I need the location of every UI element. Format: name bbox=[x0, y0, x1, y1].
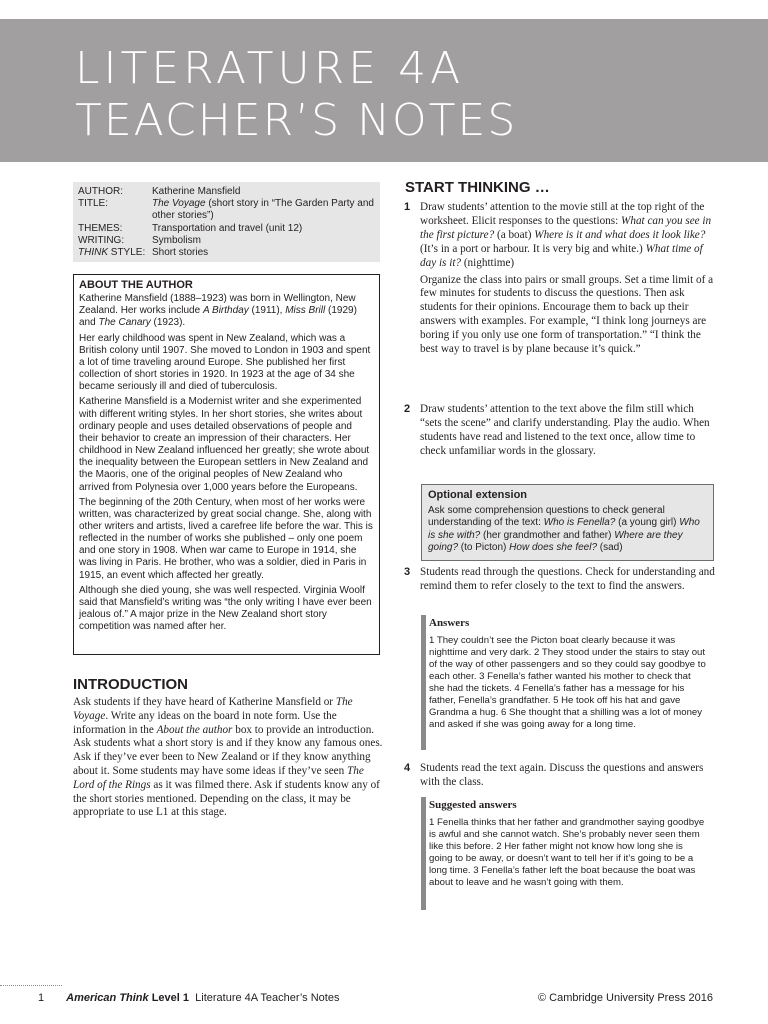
answers-box bbox=[421, 615, 706, 750]
text-run: . Write any ideas on the board in note form. Use the information in the bbox=[73, 709, 337, 736]
step-paragraph: Organize the class into pairs or small groups. Set a time limit of a few minutes for students to discuss the questions. Then ask students for their opinions. Encourage them to back up their answers with examples. For example, “I think long journeys are boring if you only use one form of transportation.” “I think the best way to travel is by plane because it’s quick.” bbox=[420, 273, 714, 356]
step-number: 2 bbox=[404, 403, 411, 415]
question: Who is she with? bbox=[428, 517, 700, 541]
page-number: 1 bbox=[38, 992, 45, 1004]
text-run: (It’s in a port or harbour. It is very big and white.) bbox=[420, 242, 646, 255]
text-run: (1911), bbox=[248, 305, 286, 317]
text-run: (a boat) bbox=[494, 228, 535, 241]
work-title: The Canary bbox=[98, 317, 151, 329]
page-title-line1: LITERATURE 4A bbox=[75, 43, 465, 94]
about-paragraph bbox=[79, 293, 374, 329]
step-paragraph: Students read through the questions. Check for understanding and remind them to refer closely to the text to find the answers. bbox=[420, 566, 715, 592]
question: Who is Fenella? bbox=[543, 517, 616, 529]
introduction-text bbox=[73, 696, 383, 820]
info-key: TITLE: bbox=[78, 198, 109, 210]
step-2 bbox=[404, 403, 716, 459]
think-word: THINK bbox=[78, 247, 108, 259]
style-word: STYLE: bbox=[108, 247, 146, 259]
introduction-heading: INTRODUCTION bbox=[73, 676, 188, 693]
text-run: (nighttime) bbox=[461, 256, 515, 269]
step-4 bbox=[404, 762, 716, 790]
info-key: AUTHOR: bbox=[78, 186, 123, 197]
start-thinking-heading: START THINKING … bbox=[405, 179, 550, 196]
text-run: Katherine Mansfield (1888–1923) was born in Wellington, New Zealand. Her works include bbox=[79, 293, 356, 317]
text-run: box to provide an introduction. Ask students what a short story is and if they know any famous ones. Ask if they’ve ever been to New Zealand or if they know anything about it. Some students may have some ideas if they’ve seen bbox=[73, 723, 383, 777]
info-key: WRITING: bbox=[78, 234, 125, 246]
question: Where is it and what does it look like? bbox=[534, 228, 706, 241]
question: Where are they going? bbox=[428, 529, 683, 553]
text-run: (a young girl) bbox=[615, 517, 680, 529]
about-heading: ABOUT THE AUTHOR bbox=[79, 279, 193, 291]
text-run: Draw students’ attention to the movie still at the top right of the worksheet. Elicit responses to the questions: bbox=[420, 201, 705, 227]
text-run: Ask some comprehension questions to check general understanding of the text: bbox=[428, 505, 665, 529]
text-run: (1929) and bbox=[79, 305, 357, 329]
step-paragraph: Students read the text again. Discuss the questions and answers with the class. bbox=[420, 762, 704, 788]
copyright: © Cambridge University Press 2016 bbox=[537, 992, 713, 1004]
answers-text: 1 They couldn’t see the Picton boat clearly because it was nighttime and very dark. 2 They stood under the stairs to stay out of the way of other passengers and so they could say goodbye to each other. 3 Fenella’s father wanted his mother to check that she had the tickets. 4 Fenella’s father has a message for his father, Fenella’s grandfather. 5 He took off his hat and gave Grandma a hug. 6 She thought that a shilling was a lot of money and asked if she was going away for a long time. bbox=[429, 635, 706, 730]
document-title: Literature 4A Teacher’s Notes bbox=[189, 992, 340, 1004]
about-paragraph: Although she died young, she was well respected. Virginia Woolf said that Mansfield’s writing was “the only writing I have ever been jealous of.” A major prize in the New Zealand short story competition was named after her. bbox=[79, 584, 372, 633]
step-paragraph bbox=[420, 201, 716, 271]
step-3 bbox=[404, 566, 716, 594]
header-band bbox=[0, 19, 768, 162]
info-key: THEMES: bbox=[78, 222, 123, 234]
optional-extension-title: Optional extension bbox=[428, 489, 528, 501]
suggested-answers-box bbox=[421, 797, 708, 910]
info-row-title bbox=[78, 198, 375, 222]
optional-extension-box bbox=[421, 484, 714, 561]
optional-extension-text bbox=[428, 505, 707, 554]
info-row-author bbox=[78, 186, 375, 198]
info-key bbox=[78, 247, 152, 259]
text-run: (1923). bbox=[150, 317, 186, 329]
text-run: (to Picton) bbox=[458, 541, 510, 553]
question: What time of day is it? bbox=[420, 242, 703, 269]
info-value: Short stories bbox=[152, 247, 209, 259]
footer-divider bbox=[0, 985, 62, 986]
step-1 bbox=[404, 201, 716, 357]
footer-left bbox=[38, 992, 339, 1004]
step-paragraph: Draw students’ attention to the text above the film still which “sets the scene” and clarify understanding. Play the audio. When students have read and listened to the text once, allow time to check unfamiliar words in the glossary. bbox=[420, 403, 710, 457]
story-info-box bbox=[73, 182, 380, 262]
question: What can you see in the first picture? bbox=[420, 214, 712, 241]
about-paragraph: Katherine Mansfield is a Modernist writer and she experimented with different writing styles. In her short stories, she writes about ordinary people and uses detailed observations of people and their behavior to create an impression of their characters. Her childhood in New Zealand influenced her greatly; she wrote about the inequality between the European settlers in New Zealand and the Maoris, one of the original peoples of New Zealand who arrived from Polynesia over 1,000 years before the Europeans. bbox=[79, 396, 370, 493]
story-title-note: (short story in “The Garden Party and other stories”) bbox=[152, 198, 374, 222]
info-value: Transportation and travel (unit 12) bbox=[152, 222, 303, 234]
about-paragraph: The beginning of the 20th Century, when most of her works were written, was characterized by great social change. She, along with other writers and artists, lived a carefree life before the war. This is reflected in the number of works she published – only one poem and one story in 1908. When war came to Europe in 1914, she was living in Paris. He brother, who was a soldier, died in Paris in 1915, an event which affected her greatly. bbox=[79, 496, 373, 581]
text-run: as it was filmed there. Ask if students know any of the short stories mentioned. Depending on the class, it may be appropriate to use L1 at this stage. bbox=[73, 778, 380, 819]
level: Level 1 bbox=[148, 992, 190, 1004]
step-number: 1 bbox=[404, 201, 411, 213]
box-reference: About the author bbox=[156, 723, 233, 736]
info-value: Symbolism bbox=[152, 234, 201, 246]
work-title: The Lord of the Rings bbox=[73, 764, 364, 791]
work-title: The Voyage bbox=[73, 696, 353, 722]
info-row-writing bbox=[78, 235, 375, 247]
text-run: (sad) bbox=[597, 541, 623, 553]
info-value: Katherine Mansfield bbox=[152, 186, 241, 197]
about-the-author-box bbox=[73, 274, 380, 655]
info-row-themes bbox=[78, 223, 375, 235]
text-run: Ask students if they have heard of Katherine Mansfield or bbox=[73, 696, 336, 708]
work-title: A Birthday bbox=[202, 305, 249, 317]
info-value bbox=[152, 198, 375, 222]
about-paragraph: Her early childhood was spent in New Zealand, which was a British colony until 1907. She moved to London in 1903 and spent a lot of time traveling around Europe. She published her first collection of short stories in 1920. In 1923 at the age of 34 she became seriously ill and died of tuberculosis. bbox=[79, 332, 371, 393]
suggested-answers-title: Suggested answers bbox=[429, 799, 517, 811]
text-run: (her grandmother and father) bbox=[480, 529, 615, 541]
step-number: 4 bbox=[404, 762, 411, 774]
work-title: Miss Brill bbox=[285, 305, 326, 317]
step-number: 3 bbox=[404, 566, 411, 578]
answers-title: Answers bbox=[429, 617, 470, 629]
suggested-answers-text: 1 Fenella thinks that her father and grandmother saying goodbye is awful and she cannot watch. She’s probably never seen them like this before. 2 Her father might not know how long she is going to be away, or doesn’t want to tell her if it’s going to be a long time. 3 Fenella’s father left the boat because the boat was about to leave and he wasn’t going with them. bbox=[429, 817, 705, 888]
info-row-style bbox=[78, 247, 375, 259]
story-title: The Voyage bbox=[152, 198, 206, 210]
question: How does she feel? bbox=[509, 541, 598, 553]
series-name: American Think bbox=[66, 992, 149, 1004]
page-title-line2: TEACHER’S NOTES bbox=[75, 95, 518, 146]
